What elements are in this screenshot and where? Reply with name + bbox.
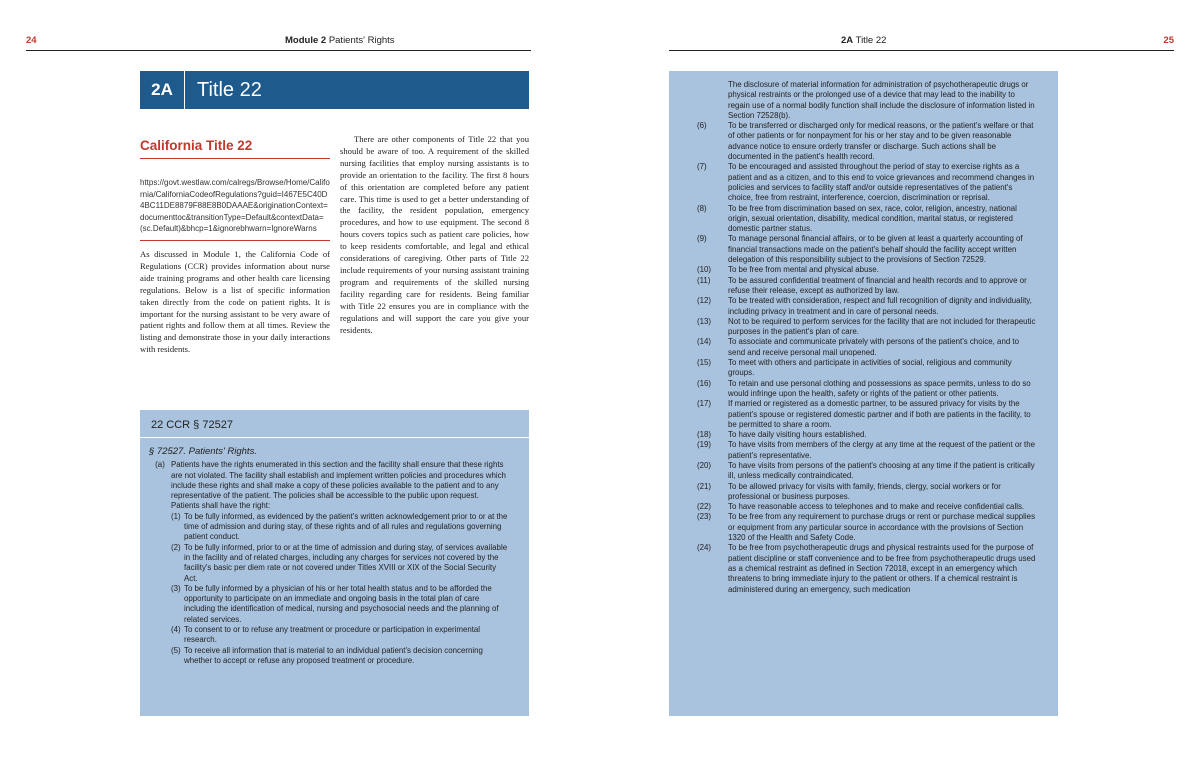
list-item [697,399,1037,430]
running-head-left [26,35,531,51]
intro-paragraph-left: As discussed in Module 1, the California Code of Regulations (CCR) provides information about nurse aide training programs and other health care licensing regulations. Below is a list of specific information taken directly from the code on patient rights. It is important for the nursing assistant to be very aware of patient rights and follow them at all times. Review the listing and demonstrate those in your daily interactions with residents. [140,248,330,355]
banner-title: Title 22 [197,78,262,101]
item-number: (17) [697,399,712,409]
item-number: (15) [697,358,712,368]
item-number: (6) [697,121,707,131]
item-text: To be encouraged and assisted throughout the period of stay to exercise rights as a patient and as a citizen, and to this end to voice grievances and recommend changes in policies and services to facility staff and/or outside representatives of the patient's choice, free from restraint, interference, coercion, discrimination or reprisal. [728,162,1035,203]
list-item [697,317,1037,338]
item-text: To have daily visiting hours established. [728,430,867,440]
continuation-text: The disclosure of material information for administration of psychotherapeutic drugs or physical restraints or the prolonged use of a device that may lead to the inability to regain use of a normal bodily function shall include the disclosure of information listed in Section 72528(b). [728,80,1035,120]
clause-a-items [149,512,509,666]
list-item [697,379,1037,400]
item-number: (2) [171,542,181,552]
item-text: To be treated with consideration, respect and full recognition of dignity and individuality, including privacy in treatment and in care of personal needs. [728,296,1032,316]
item-text: To be free from mental and physical abuse. [728,265,879,275]
banner-code: 2A [140,71,185,109]
item-text: To have reasonable access to telephones and to make and receive confidential calls. [728,502,1025,512]
section-banner [140,71,529,109]
item-text: To be transferred or discharged only for medical reasons, or the patient's welfare or that of other patients or for nonpayment for his or her stay and to be given reasonable advance notice to ensure orderly transfer or discharge. Such actions shall be documented in the patient's health record. [728,121,1034,162]
list-item [697,265,1037,275]
item-text: To have visits from members of the clergy at any time at the request of the patient or the patient's representative. [728,440,1036,460]
section-label: 2A [841,35,854,46]
item-text: To receive all information that is material to an individual patient's decision concerning whether to accept or refuse any proposed treatment or procedure. [184,645,483,665]
running-head-right-title [841,35,886,46]
item-number: (23) [697,512,712,522]
list-item [697,337,1037,358]
list-item [697,543,1037,594]
list-item [697,358,1037,379]
list-item [697,482,1037,503]
list-item [697,430,1037,440]
list-item [697,440,1037,461]
module-label: Module 2 [285,35,327,46]
clause-a-label: (a) [155,460,165,470]
list-item [697,296,1037,317]
ccr-box [140,410,529,716]
list-item [697,502,1037,512]
list-item [697,204,1037,235]
item-number: (12) [697,296,712,306]
page-number-left: 24 [26,35,37,46]
ccr-box-body [140,438,529,666]
clause-a-text: Patients have the rights enumerated in this section and the facility shall ensure that these rights are not violated. The facility shall establish and implement written policies and procedures which include these rights and shall make a copy of these policies available to the patient and to any representative of the patient. The policies shall be accessible to the public upon request. Patients shall have the right: [171,460,506,511]
list-item [149,625,509,646]
running-head-left-title [285,35,395,46]
item-number: (22) [697,502,712,512]
list-item [697,512,1037,543]
item-text: To be free from any requirement to purchase drugs or rent or purchase medical supplies or equipment from any particular source in accordance with the provisions of Section 1320 of the Health and Safety Code. [728,512,1036,543]
item-number: (3) [171,583,181,593]
item-number: (5) [171,645,181,655]
item-number: (11) [697,275,711,285]
item-number: (8) [697,203,707,213]
list-item [697,121,1037,162]
item-number: (20) [697,460,712,470]
item-text: If married or registered as a domestic partner, to be assured privacy for visits by the patient's spouse or registered domestic partner and if both are patients in the facility, to be permitted to share a room. [728,399,1031,429]
item-number: (18) [697,430,712,440]
item-number: (19) [697,440,712,450]
item-number: (10) [697,265,712,275]
california-title-heading: California Title 22 [140,138,330,159]
item-number: (16) [697,378,712,388]
item-number: (7) [697,162,707,172]
rights-continuation-box [669,71,1058,716]
list-item [697,162,1037,203]
item-text: To be assured confidential treatment of financial and health records and to approve or refuse their release, except as authorized by law. [728,275,1027,295]
item-number: (14) [697,337,712,347]
item-text: To meet with others and participate in activities of social, religious and community groups. [728,358,1012,378]
item-number: (13) [697,316,712,326]
ccr-section-heading: § 72527. Patients' Rights. [149,446,257,457]
item-number: (24) [697,543,712,553]
item-number: (9) [697,234,707,244]
list-item [697,276,1037,297]
list-item [149,512,509,543]
item-text: To be free from psychotherapeutic drugs and physical restraints used for the purpose of patient discipline or staff convenience and to be free from psychotherapeutic drugs used as a chemical restraint as defined in Section 72018, except in an emergency which threatens to bring immediate injury to the patient or others. If a chemical restraint is administered during an emergency, such medication [728,543,1036,594]
item-text: To be allowed privacy for visits with family, friends, clergy, social workers or for professional or business purposes. [728,481,1001,501]
list-item [149,584,509,625]
item-number: (4) [171,625,181,635]
item-text: Not to be required to perform services for the facility that are not included for therapeutic purposes in the patient's plan of care. [728,316,1036,337]
rights-list [697,121,1037,595]
intro-paragraph-right: There are other components of Title 22 that you should be aware of too. A requirement of the skilled nursing facilities that employ nursing assistants is to provide an orientation to the facility. The first 8 hours of this orientation are completed before any patient care. This time is used to get a better understanding of the facility, the resident population, emergency procedures, and how to use equipment. The second 8 hours covers topics such as patient care policies, how to keep residents comfortable, and legal and ethical considerations of caregiving. Other parts of Title 22 include requirements of your nursing assistant training program and requirements of the skilled nursing facility regarding care for residents. Being familiar with Title 22 ensures you are in compliance with the regulations and will support the care you give your residents. [340,134,529,335]
source-url[interactable]: https://govt.westlaw.com/calregs/Browse/Home/California/CaliforniaCodeofRegulations?guid=I467E5C40D4BC11DE8879F88E8B0DAAAE&originationContext=documenttoc&transitionType=Default&contextData=(sc.Default)&bhcp=1&ignorebhwarn=IgnoreWarns [140,177,330,241]
section-title-head: Title 22 [855,35,887,46]
item-text: To be fully informed, prior to or at the time of admission and during stay, of services available in the facility and of related charges, including any charges for services not covered by the facility's basic per diem rate or not covered under Titles XVIII or XIX of the Social Security Act. [184,542,508,583]
module-title: Patients' Rights [328,35,395,46]
item-number: (1) [171,511,181,521]
item-text: To be fully informed by a physician of his or her total health status and to be afforded the opportunity to participate on an immediate and ongoing basis in the total plan of care including the identification of medical, nursing and psychosocial needs and the planning of related services. [184,583,499,624]
clause-a [149,460,509,511]
list-item [149,543,509,584]
item-text: To be fully informed, as evidenced by the patient's written acknowledgement prior to or at the time of admission and during stay, of these rights and of all rules and regulations governing patient conduct. [184,511,508,542]
item-text: To have visits from persons of the patient's choosing at any time if the patient is critically ill, unless medically contraindicated. [728,460,1035,481]
item-text: To retain and use personal clothing and possessions as space permits, unless to do so would infringe upon the health, safety or rights of the patient or other patients. [728,378,1031,398]
page-number-right: 25 [1163,35,1174,46]
list-item [697,461,1037,482]
ccr-box-header: 22 CCR § 72527 [140,410,529,438]
item-text: To manage personal financial affairs, or to be given at least a quarterly accounting of financial transactions made on the patient's behalf should the facility accept written delegation of this responsibility subject to the provisions of Section 72529. [728,234,1023,265]
running-head-right [669,35,1174,51]
left-column [140,138,330,356]
item-text: To be free from discrimination based on sex, race, color, religion, ancestry, national origin, sexual orientation, disability, medical condition, marital status, or registered domestic partner status. [728,203,1017,234]
item-text: To consent to or to refuse any treatment or procedure or participation in experimental research. [184,625,481,645]
item-text: To associate and communicate privately with persons of the patient's choice, and to send and receive personal mail unopened. [728,337,1019,357]
item-number: (21) [697,481,712,491]
list-item [697,234,1037,265]
list-item [149,646,509,667]
